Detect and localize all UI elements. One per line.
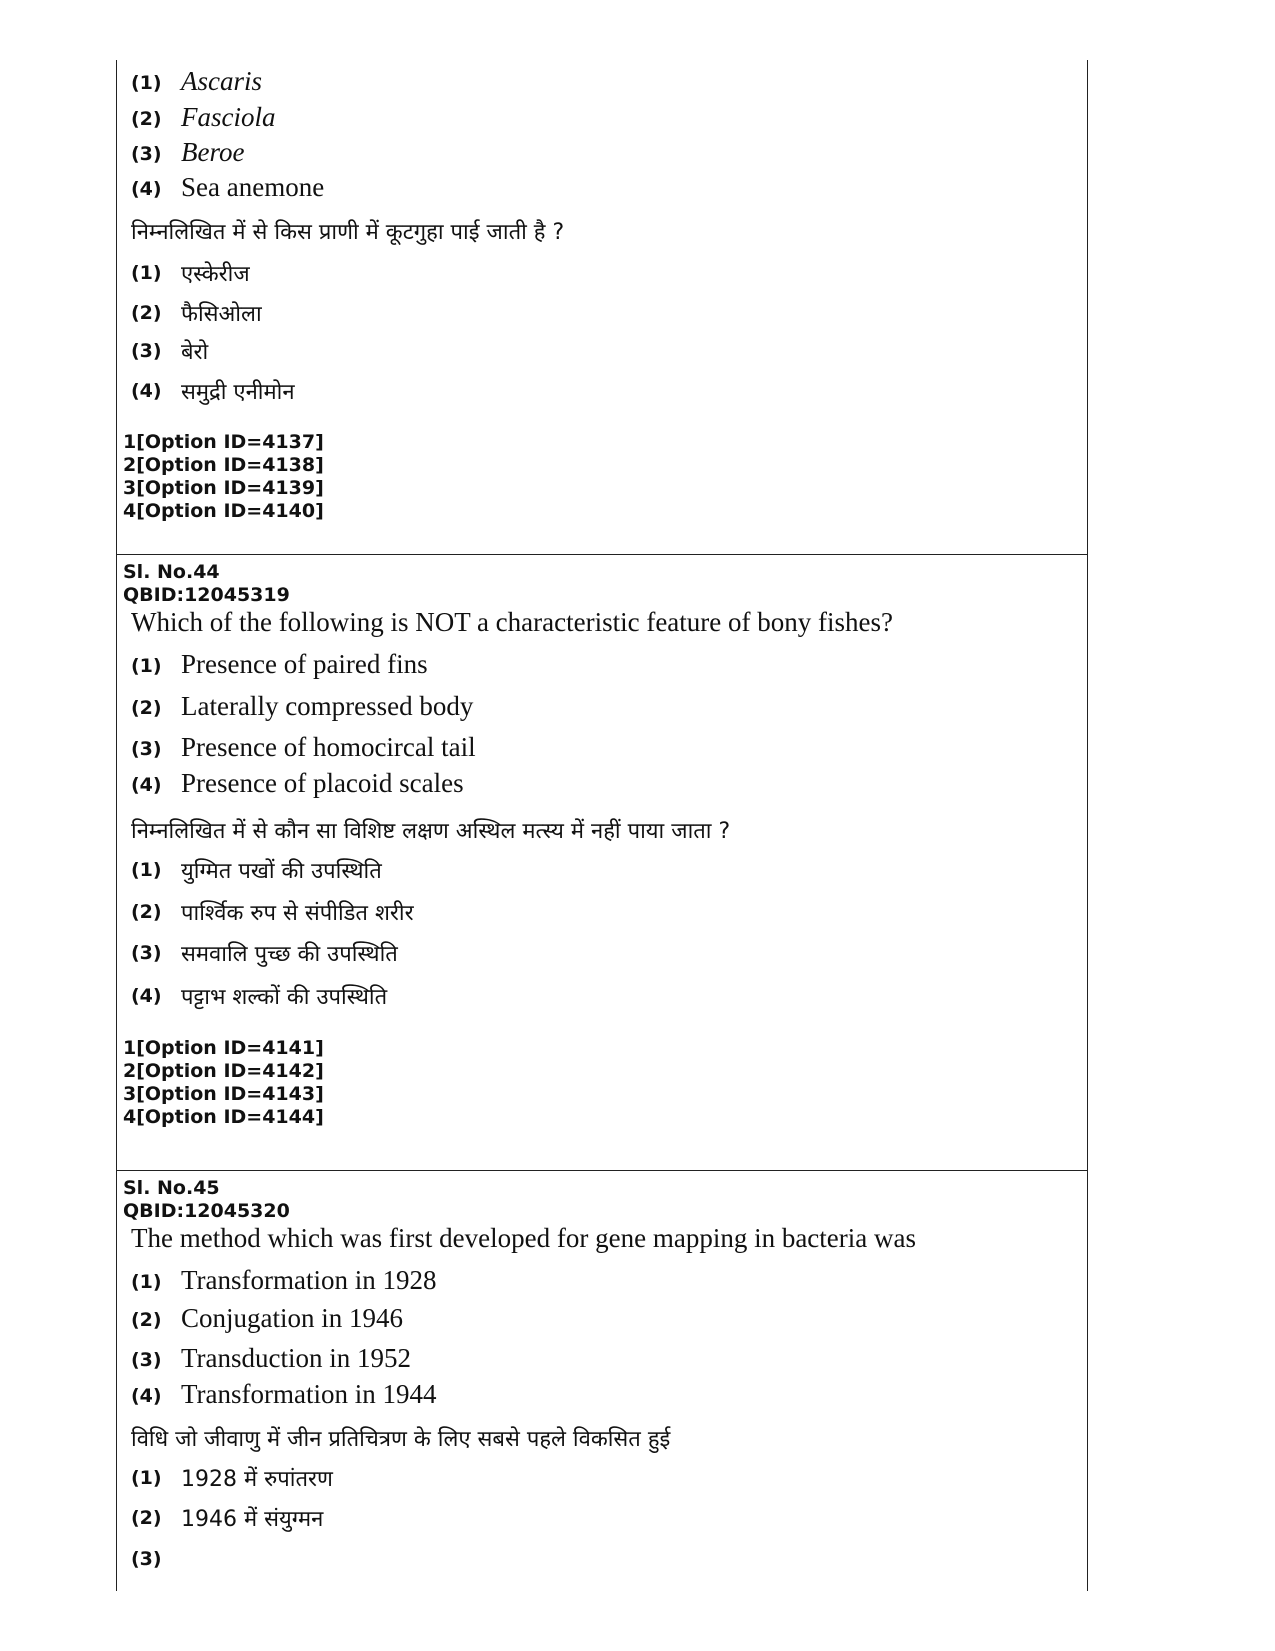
option-text: Conjugation in 1946 <box>181 1303 403 1333</box>
option-number: (3) <box>131 942 162 964</box>
option-text: Transformation in 1944 <box>181 1379 437 1409</box>
option-text: समवालि पुच्छ की उपस्थिति <box>181 942 398 967</box>
option-id: 1[Option ID=4137] <box>123 431 324 453</box>
option-number: (2) <box>131 901 162 923</box>
question-block-44 <box>117 554 1087 1170</box>
serial-number: Sl. No.44 <box>123 561 220 583</box>
option-number: (1) <box>131 1467 162 1489</box>
option-id-list <box>123 1037 324 1129</box>
option-text: Transduction in 1952 <box>181 1343 412 1373</box>
option-number: (2) <box>131 108 162 130</box>
option-number: (4) <box>131 380 162 402</box>
question-text: The method which was first developed for gene mapping in bacteria was <box>131 1223 916 1253</box>
option-text: पट्टाभ शल्कों की उपस्थिति <box>181 985 388 1010</box>
option-number: (1) <box>131 1271 162 1293</box>
option-text: Ascaris <box>181 66 262 96</box>
option-number: (3) <box>131 1349 162 1371</box>
option-number: (1) <box>131 262 162 284</box>
option-text: फैसिओला <box>181 302 262 327</box>
question-table <box>116 60 1088 1591</box>
option-number: (1) <box>131 72 162 94</box>
option-id: 3[Option ID=4143] <box>123 1083 324 1105</box>
option-number: (2) <box>131 697 162 719</box>
option-number: (4) <box>131 985 162 1007</box>
option-text: युग्मित पखों की उपस्थिति <box>181 859 382 884</box>
question-block-43 <box>117 60 1087 554</box>
option-id: 3[Option ID=4139] <box>123 477 324 499</box>
option-text: Beroe <box>181 137 245 167</box>
serial-number: Sl. No.45 <box>123 1177 220 1199</box>
option-id: 4[Option ID=4144] <box>123 1106 324 1128</box>
option-number: (4) <box>131 178 162 200</box>
option-text: एस्केरीज <box>181 262 250 287</box>
option-number: (2) <box>131 1309 162 1331</box>
question-text: Which of the following is NOT a characteristic feature of bony fishes? <box>131 607 893 637</box>
question-text-hindi: विधि जो जीवाणु में जीन प्रतिचित्रण के लिए सबसे पहले विकसित हुई <box>131 1427 671 1452</box>
option-text: Presence of homocircal tail <box>181 732 476 762</box>
option-text: Laterally compressed body <box>181 691 474 721</box>
option-text: पार्श्विक रुप से संपीडित शरीर <box>181 901 414 926</box>
qbid: QBID:12045320 <box>123 1200 290 1222</box>
option-number: (4) <box>131 774 162 796</box>
option-number: (1) <box>131 655 162 677</box>
option-id-list <box>123 431 324 523</box>
option-text: Presence of paired fins <box>181 649 428 679</box>
option-number: (3) <box>131 143 162 165</box>
option-text: Sea anemone <box>181 172 325 202</box>
option-text: 1928 में रुपांतरण <box>181 1467 333 1492</box>
qbid: QBID:12045319 <box>123 584 290 606</box>
option-number: (3) <box>131 340 162 362</box>
option-id: 1[Option ID=4141] <box>123 1037 324 1059</box>
option-number: (3) <box>131 1548 162 1570</box>
question-header <box>123 561 290 607</box>
option-text: Presence of placoid scales <box>181 768 464 798</box>
option-number: (1) <box>131 859 162 881</box>
option-number: (2) <box>131 302 162 324</box>
question-header <box>123 1177 290 1223</box>
option-text: Transformation in 1928 <box>181 1265 437 1295</box>
option-text: बेरो <box>181 340 209 365</box>
option-number: (2) <box>131 1507 162 1529</box>
option-id: 4[Option ID=4140] <box>123 500 324 522</box>
option-id: 2[Option ID=4138] <box>123 454 324 476</box>
option-number: (3) <box>131 738 162 760</box>
question-text-hindi: निम्नलिखित में से कौन सा विशिष्ट लक्षण अस्थिल मत्स्य में नहीं पाया जाता ? <box>131 819 731 844</box>
option-text: Fasciola <box>181 102 276 132</box>
question-block-45 <box>117 1170 1087 1591</box>
option-id: 2[Option ID=4142] <box>123 1060 324 1082</box>
option-text: 1946 में संयुग्मन <box>181 1507 324 1532</box>
option-number: (4) <box>131 1385 162 1407</box>
option-text: समुद्री एनीमोन <box>181 380 295 405</box>
question-text-hindi: निम्नलिखित में से किस प्राणी में कूटगुहा पाई जाती है ? <box>131 220 565 245</box>
